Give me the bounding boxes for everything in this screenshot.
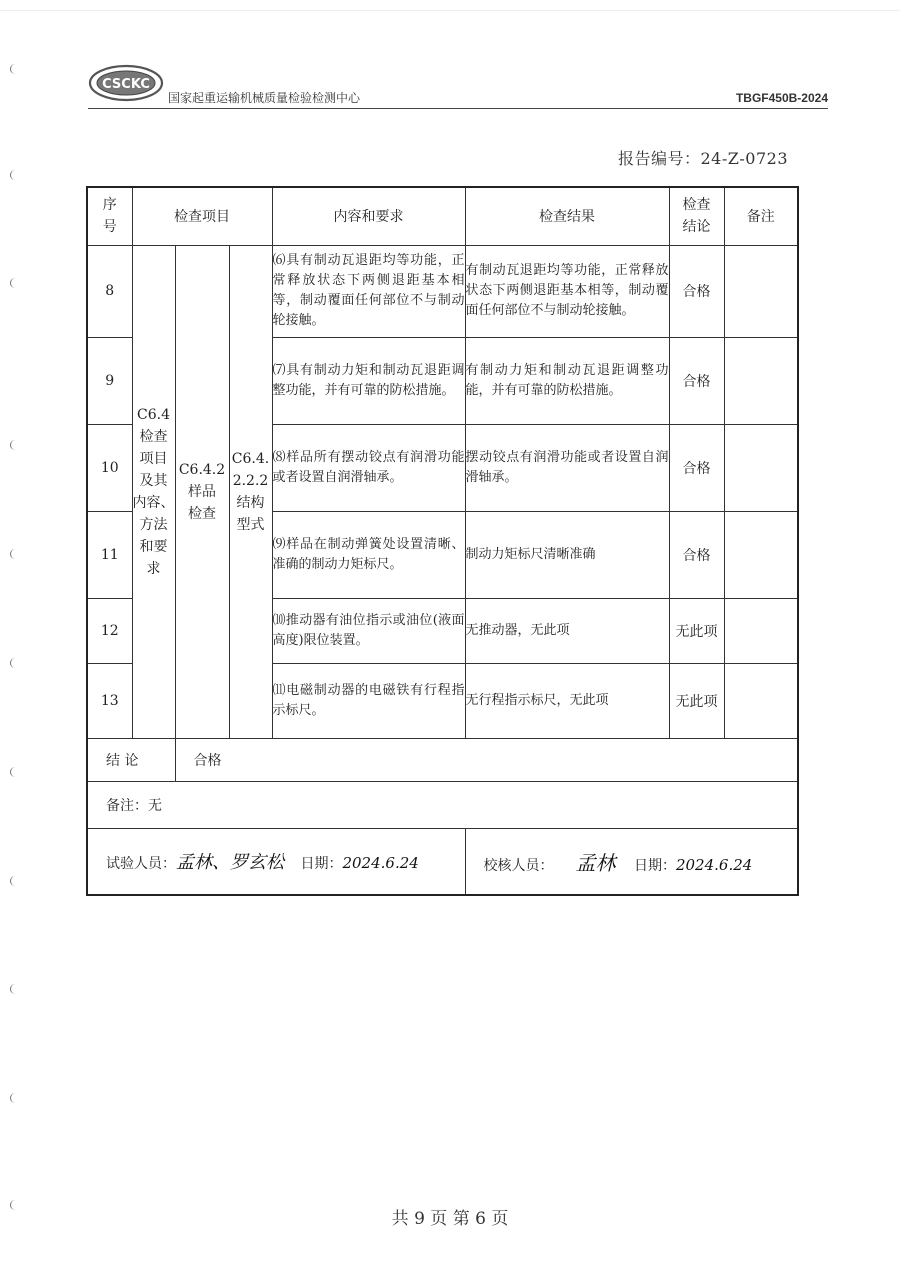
tester-date: 2024.6.24 xyxy=(342,854,419,873)
row-content: ⑺具有制动力矩和制动瓦退距调整功能，并有可靠的防松措施。 xyxy=(272,337,465,424)
binding-hole-mark xyxy=(10,549,17,559)
row-conclusion: 无此项 xyxy=(669,663,724,738)
header-item: 检查项目 xyxy=(132,187,272,245)
header-remark: 备注 xyxy=(724,187,798,245)
tester-label: 试验人员： xyxy=(106,856,176,873)
remarks-text: 备注：无 xyxy=(87,781,798,828)
row-conclusion: 合格 xyxy=(669,424,724,511)
header-conclusion: 检查 结论 xyxy=(669,187,724,245)
reviewer-signature: 孟林 xyxy=(575,850,616,875)
page-header xyxy=(88,64,828,110)
row-result: 有制动力矩和制动瓦退距调整功能，并有可靠的防松措施。 xyxy=(465,337,669,424)
signature-row xyxy=(87,828,798,895)
group-level2: C6.4.2 样品 检查 xyxy=(175,245,229,738)
row-seq: 13 xyxy=(87,663,132,738)
row-seq: 9 xyxy=(87,337,132,424)
top-edge-rule xyxy=(0,10,900,11)
row-result: 有制动瓦退距均等功能，正常释放状态下两侧退距基本相等，制动覆面任何部位不与制动轮接触。 xyxy=(465,245,669,337)
row-content: ⑽推动器有油位指示或油位(液面高度)限位装置。 xyxy=(272,598,465,663)
header-content: 内容和要求 xyxy=(272,187,465,245)
row-result: 无推动器，无此项 xyxy=(465,598,669,663)
binding-hole-mark xyxy=(10,64,17,74)
row-remark xyxy=(724,598,798,663)
header-rule xyxy=(88,108,828,109)
reviewer-signature-cell xyxy=(465,828,798,895)
row-content: ⑻样品所有摆动铰点有润滑功能或者设置自润滑轴承。 xyxy=(272,424,465,511)
row-content: ⑹具有制动瓦退距均等功能，正常释放状态下两侧退距基本相等，制动覆面任何部位不与制动轮接触。 xyxy=(272,245,465,337)
binding-hole-mark xyxy=(10,658,17,668)
row-remark xyxy=(724,245,798,337)
group-level3: C6.4. 2.2.2 结构 型式 xyxy=(229,245,272,738)
binding-hole-mark xyxy=(10,767,17,777)
row-conclusion: 合格 xyxy=(669,245,724,337)
doc-code: TBGF450B-2024 xyxy=(735,91,828,105)
row-seq: 10 xyxy=(87,424,132,511)
conclusion-row xyxy=(87,738,798,781)
row-remark xyxy=(724,337,798,424)
org-name: 国家起重运输机械质量检验检测中心 xyxy=(168,91,361,105)
table-row xyxy=(87,245,798,337)
row-conclusion: 无此项 xyxy=(669,598,724,663)
reviewer-date: 2024.6.24 xyxy=(675,855,753,874)
row-remark xyxy=(724,663,798,738)
row-result: 摆动铰点有润滑功能或者设置自润滑轴承。 xyxy=(465,424,669,511)
row-conclusion: 合格 xyxy=(669,337,724,424)
remarks-row xyxy=(87,781,798,828)
page-footer: 共 9 页 第 6 页 xyxy=(391,1209,509,1229)
report-number: 报告编号：24-Z-0723 xyxy=(617,149,788,168)
row-conclusion: 合格 xyxy=(669,511,724,598)
row-seq: 12 xyxy=(87,598,132,663)
logo-text: CSCKC xyxy=(102,77,150,92)
conclusion-value: 合格 xyxy=(175,738,798,781)
inspection-table xyxy=(86,186,799,896)
row-content: ⑾电磁制动器的电磁铁有行程指示标尺。 xyxy=(272,663,465,738)
row-remark xyxy=(724,424,798,511)
table-header-row xyxy=(87,187,798,245)
row-result: 无行程指示标尺，无此项 xyxy=(465,663,669,738)
header-result: 检查结果 xyxy=(465,187,669,245)
row-seq: 11 xyxy=(87,511,132,598)
binding-hole-mark xyxy=(10,876,17,886)
binding-hole-mark xyxy=(10,984,17,994)
csckc-logo xyxy=(88,64,164,102)
binding-hole-mark xyxy=(10,278,17,288)
row-remark xyxy=(724,511,798,598)
row-result: 制动力矩标尺清晰准确 xyxy=(465,511,669,598)
tester-signature-cell xyxy=(87,828,465,895)
conclusion-label: 结 论 xyxy=(87,738,175,781)
tester-date-label: 日期： xyxy=(300,856,343,873)
reviewer-label: 校核人员： xyxy=(483,857,554,874)
binding-hole-mark xyxy=(10,170,17,180)
row-content: ⑼样品在制动弹簧处设置清晰、准确的制动力矩标尺。 xyxy=(272,511,465,598)
binding-hole-mark xyxy=(10,440,17,450)
group-level1: C6.4 检查 项目 及其 内容、 方法 和要 求 xyxy=(132,245,175,738)
reviewer-date-label: 日期： xyxy=(633,857,676,874)
row-seq: 8 xyxy=(87,245,132,337)
tester-signature: 孟林、罗玄松 xyxy=(176,852,284,874)
header-seq: 序 号 xyxy=(87,187,132,245)
binding-hole-mark xyxy=(10,1093,17,1103)
